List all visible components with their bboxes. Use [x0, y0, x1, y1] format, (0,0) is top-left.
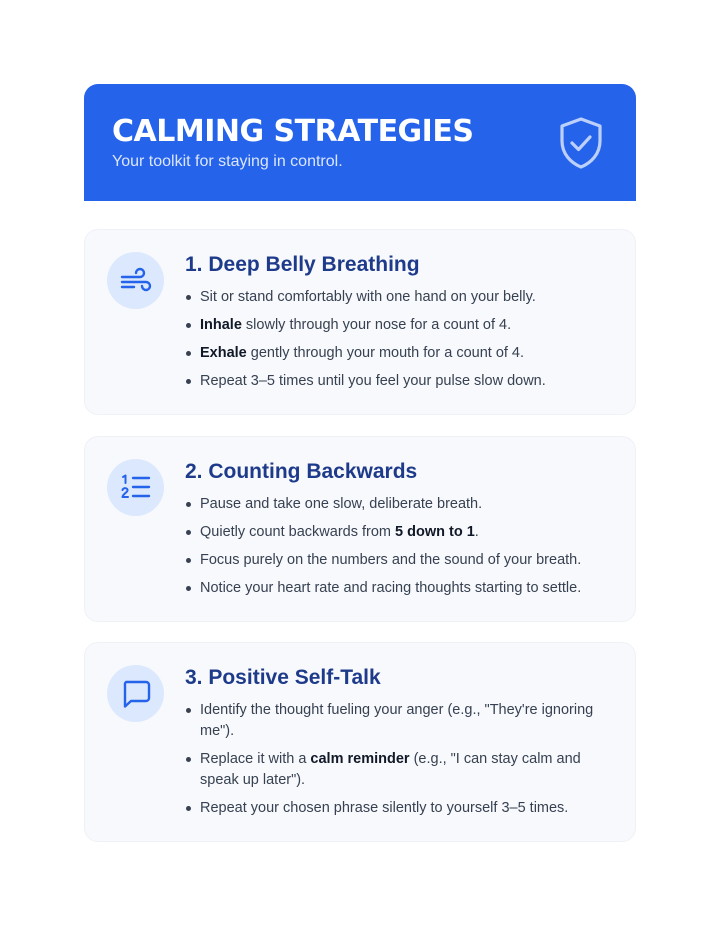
strategy-card-counting: [84, 436, 636, 622]
list-item: Repeat 3–5 times until you feel your pulse slow down.: [185, 371, 605, 392]
list-item: Identify the thought fueling your anger (e.g., "They're ignoring me").: [185, 700, 605, 742]
list-item: Inhale slowly through your nose for a count of 4.: [185, 315, 605, 336]
card-title: 3. Positive Self-Talk: [185, 666, 381, 689]
card-icon-badge: [107, 252, 164, 309]
card-title: 2. Counting Backwards: [185, 460, 418, 483]
strategy-card-self-talk: [84, 642, 636, 842]
list-item: Sit or stand comfortably with one hand on your belly.: [185, 287, 605, 308]
chat-bubble-icon: [120, 678, 152, 710]
header-banner: [84, 84, 636, 201]
list-item: Exhale gently through your mouth for a count of 4.: [185, 343, 605, 364]
list-item: Replace it with a calm reminder (e.g., "I can stay calm and speak up later").: [185, 749, 605, 791]
list-item: Repeat your chosen phrase silently to yourself 3–5 times.: [185, 798, 605, 819]
list-item: Pause and take one slow, deliberate breath.: [185, 494, 605, 515]
wind-icon: [119, 267, 153, 295]
card-steps-list: [185, 494, 605, 606]
list-item: Quietly count backwards from 5 down to 1.: [185, 522, 605, 543]
strategy-card-breathing: [84, 229, 636, 415]
card-icon-badge: [107, 665, 164, 722]
card-title: 1. Deep Belly Breathing: [185, 253, 420, 276]
shield-check-icon: [558, 116, 604, 170]
list-item: Notice your heart rate and racing thoughts starting to settle.: [185, 578, 605, 599]
page-subtitle: Your toolkit for staying in control.: [112, 153, 343, 170]
card-icon-badge: [107, 459, 164, 516]
calming-strategies-sheet: [84, 84, 636, 816]
card-steps-list: [185, 287, 605, 399]
numbered-list-icon: [120, 473, 152, 503]
page-title: CALMING STRATEGIES: [112, 114, 474, 149]
card-steps-list: [185, 700, 605, 826]
list-item: Focus purely on the numbers and the sound of your breath.: [185, 550, 605, 571]
